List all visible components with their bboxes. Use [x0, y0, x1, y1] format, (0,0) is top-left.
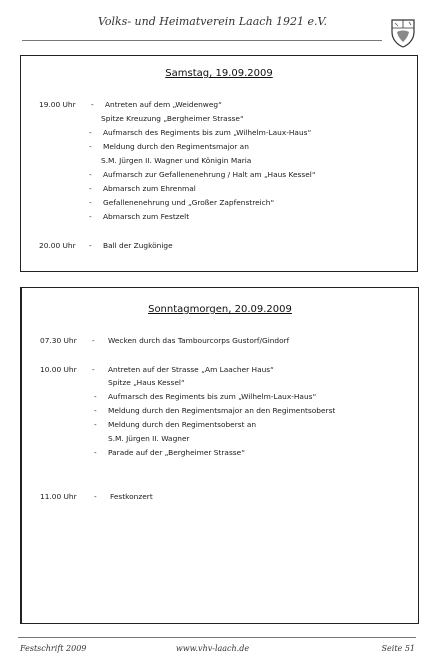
row-text: Parade auf der „Bergheimer Strasse“ — [108, 448, 246, 457]
coat-of-arms-icon — [391, 18, 415, 48]
header-rule — [22, 40, 382, 41]
row-text: Aufmarsch des Regiments bis zum „Wilhelm-Laux-Haus“ — [108, 392, 317, 401]
schedule-row — [21, 211, 417, 223]
row-dash: - — [92, 336, 95, 345]
schedule-row — [22, 433, 418, 445]
saturday-schedule-box — [20, 55, 418, 272]
row-time: 19.00 Uhr — [39, 100, 76, 109]
schedule-row — [21, 113, 417, 125]
row-text: Ball der Zugkönige — [103, 241, 173, 250]
row-text: Festkonzert — [110, 492, 153, 501]
sunday-heading: Sonntagmorgen, 20.09.2009 — [148, 304, 292, 315]
row-time: 07.30 Uhr — [40, 336, 77, 345]
schedule-row — [21, 141, 417, 153]
row-text: Abmarsch zum Festzelt — [103, 212, 190, 221]
schedule-row — [22, 491, 418, 503]
footer-website-link[interactable]: www.vhv-laach.de — [175, 644, 250, 653]
row-text: Aufmarsch zur Gefallenenehrung / Halt am „Haus Kessel“ — [103, 170, 316, 179]
row-dash: - — [89, 128, 92, 137]
schedule-row — [21, 240, 417, 252]
row-dash: - — [89, 212, 92, 221]
row-dash: - — [94, 448, 97, 457]
footer-publication: Festschrift 2009 — [20, 644, 87, 653]
row-time: 10.00 Uhr — [40, 365, 77, 374]
schedule-row — [21, 127, 417, 139]
row-dash: - — [92, 365, 95, 374]
schedule-row — [22, 447, 418, 459]
row-dash: - — [89, 241, 92, 250]
schedule-row — [21, 99, 417, 111]
row-text: Meldung durch den Regimentsoberst an — [108, 420, 257, 429]
row-text: Spitze Kreuzung „Bergheimer Strasse“ — [101, 114, 244, 123]
row-dash: - — [89, 142, 92, 151]
schedule-row — [22, 419, 418, 431]
row-text: Antreten auf der Strasse „Am Laacher Haus“ — [108, 365, 274, 374]
row-dash: - — [89, 198, 92, 207]
row-text: Antreten auf dem „Weidenweg“ — [105, 100, 222, 109]
sunday-schedule-box — [20, 287, 419, 624]
row-dash: - — [94, 392, 97, 401]
row-dash: - — [94, 406, 97, 415]
row-text: Abmarsch zum Ehrenmal — [103, 184, 196, 193]
footer-rule — [18, 637, 416, 638]
schedule-row — [21, 183, 417, 195]
schedule-row — [21, 155, 417, 167]
schedule-row — [22, 405, 418, 417]
row-dash: - — [94, 492, 97, 501]
row-dash: - — [89, 170, 92, 179]
row-text: Wecken durch das Tambourcorps Gustorf/Gindorf — [108, 336, 290, 345]
row-text: Aufmarsch des Regiments bis zum „Wilhelm-Laux-Haus“ — [103, 128, 312, 137]
footer-page-number: Seite 51 — [381, 644, 415, 653]
row-text: Meldung durch den Regimentsmajor an den Regimentsoberst — [108, 406, 336, 415]
row-text: S.M. Jürgen II. Wagner — [108, 434, 190, 443]
row-text: Gefallenenehrung und „Großer Zapfenstreich“ — [103, 198, 275, 207]
schedule-row — [22, 377, 418, 389]
row-text: Spitze „Haus Kessel“ — [108, 378, 185, 387]
schedule-row — [22, 364, 418, 376]
saturday-heading: Samstag, 19.09.2009 — [165, 68, 273, 79]
row-time: 11.00 Uhr — [40, 492, 77, 501]
schedule-row — [22, 335, 418, 347]
row-text: S.M. Jürgen II. Wagner und Königin Maria — [101, 156, 252, 165]
schedule-row — [21, 197, 417, 209]
row-dash: - — [89, 184, 92, 193]
schedule-row — [22, 391, 418, 403]
row-time: 20.00 Uhr — [39, 241, 76, 250]
page-header-title: Volks- und Heimatverein Laach 1921 e.V. — [97, 15, 328, 28]
row-dash: - — [91, 100, 94, 109]
row-text: Meldung durch den Regimentsmajor an — [103, 142, 249, 151]
row-dash: - — [94, 420, 97, 429]
schedule-row — [21, 169, 417, 181]
